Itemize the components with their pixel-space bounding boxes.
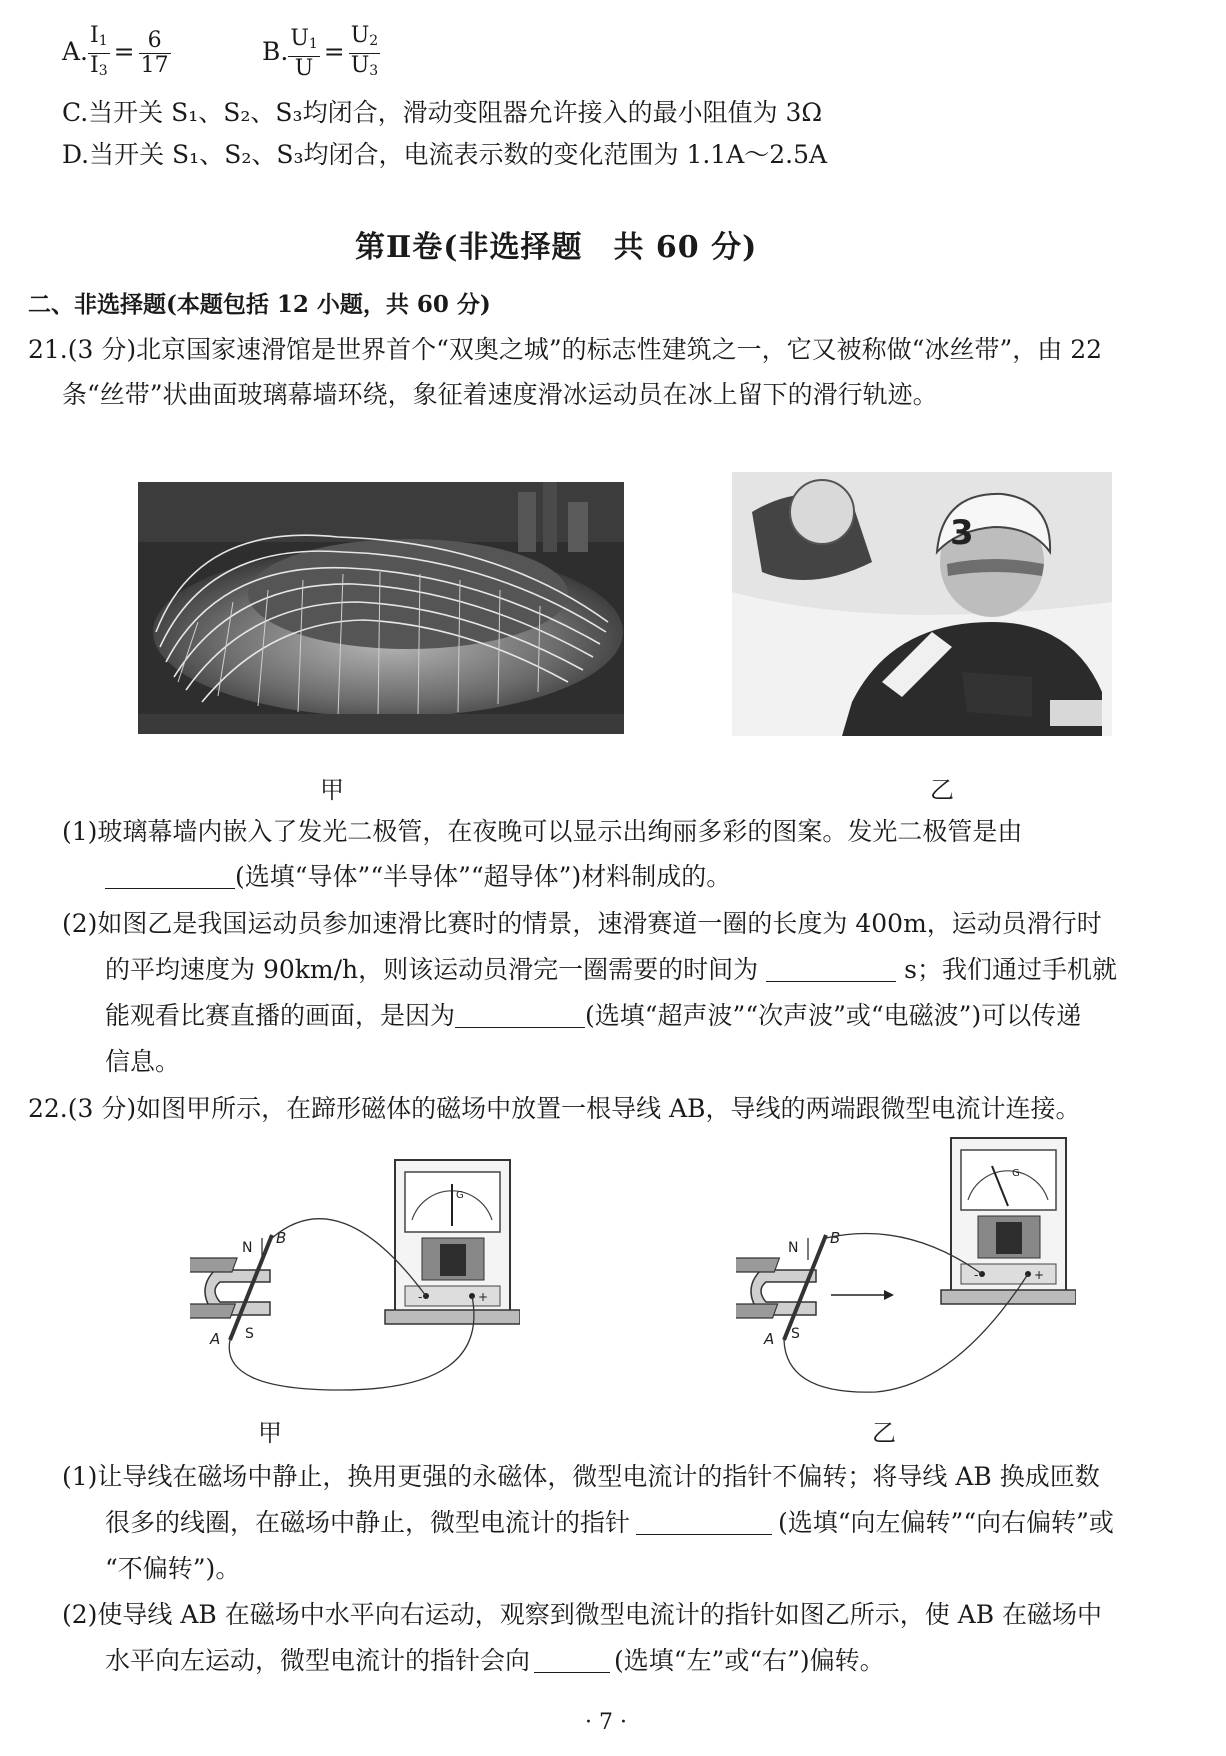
svg-text:-: - [418,1290,423,1304]
section-subtitle: 二、非选择题(本题包括 12 小题，共 60 分) [28,291,491,318]
fraction-u1-u: $\frac{U_1}{U}$ [290,25,318,81]
answer-blank-4[interactable] [636,1508,772,1535]
q22-part2-line1: (2)使导线 AB 在磁场中水平向右运动，观察到微型电流计的指针如图乙所示，使 AB 在磁场中 [62,1600,1103,1629]
q21-part1-line1: (1)玻璃幕墙内嵌入了发光二极管，在夜晚可以显示出绚丽多彩的图案。发光二极管是由 [62,817,1023,846]
svg-text:B: B [830,1229,841,1247]
q21-part2-line4: 信息。 [105,1047,181,1076]
page-number: · 7 · [585,1710,627,1735]
q21-part2-line2: 的平均速度为 90km/h，则该运动员滑完一圈需要的时间为 s；我们通过手机就 [105,955,1117,984]
q22-part1-line2: 很多的线圈，在磁场中静止，微型电流计的指针 (选填“向左偏转”“向右偏转”或 [105,1508,1114,1537]
q21-figure-caption-yi: 乙 [930,776,954,804]
svg-text:S: S [791,1326,800,1342]
fraction-6-17: $\frac{6}{17}$ [140,28,169,78]
svg-text:N: N [788,1240,799,1256]
q22-part2-line2: 水平向左运动，微型电流计的指针会向 (选填“左”或“右”)偏转。 [105,1646,885,1675]
option-b: B. $\frac{U_1}{U}$ = $\frac{U_2}{U_3}$ [262,24,380,83]
electromagnetic-induction-figure-jia [190,1140,520,1410]
fraction-i1-i3: $\frac{I_1}{I_3}$ [90,23,108,79]
helmet-number-icon: 3 [950,513,974,553]
svg-text:G: G [1012,1168,1020,1179]
svg-text:S: S [245,1326,254,1342]
svg-text:N: N [242,1240,253,1256]
option-a: A. $\frac{I_1}{I_3}$ = $\frac{6}{17}$ [62,24,171,83]
svg-text:+: + [478,1290,489,1304]
answer-blank-2[interactable] [766,955,896,982]
fraction-u2-u3: $\frac{U_2}{U_3}$ [350,23,379,79]
option-c: C.当开关 S₁、S₂、S₃均闭合，滑动变阻器允许接入的最小阻值为 3Ω [62,98,823,127]
q21-part2-line1: (2)如图乙是我国运动员参加速滑比赛时的情景，速滑赛道一圈的长度为 400m，运动员滑行时 [62,909,1102,938]
electromagnetic-induction-figure-yi [736,1130,1076,1408]
q21-figure-caption-jia: 甲 [320,776,344,804]
q22-figure-caption-jia: 甲 [258,1419,282,1447]
q22-part1-line3: “不偏转”)。 [105,1554,241,1583]
svg-text:-: - [974,1268,979,1282]
speed-skater-photo [732,472,1112,736]
svg-text:A: A [210,1330,221,1348]
svg-text:G: G [456,1190,464,1201]
q21-stem-line2: 条“丝带”状曲面玻璃幕墙环绕，象征着速度滑冰运动员在冰上留下的滑行轨迹。 [62,380,938,409]
option-d: D.当开关 S₁、S₂、S₃均闭合，电流表示数的变化范围为 1.1A～2.5A [62,140,828,169]
svg-text:+: + [1034,1268,1045,1282]
q22-part1-line1: (1)让导线在磁场中静止，换用更强的永磁体，微型电流计的指针不偏转；将导线 AB 换成匝数 [62,1462,1100,1491]
svg-text:B: B [276,1229,287,1247]
q21-part2-line3: 能观看比赛直播的画面，是因为 (选填“超声波”“次声波”或“电磁波”)可以传递 [105,1001,1082,1030]
q21-stem-line1: 21.(3 分)北京国家速滑馆是世界首个“双奥之城”的标志性建筑之一，它又被称做“冰丝带”，由 22 [28,335,1103,364]
arrow-right-icon [884,1290,894,1300]
answer-blank-3[interactable] [455,1001,585,1028]
speed-skating-stadium-photo [138,482,624,734]
q21-part1-line2: (选填“导体”“半导体”“超导体”)材料制成的。 [105,860,731,894]
section-title: 第Ⅱ卷(非选择题 共 60 分) [355,230,758,265]
q22-figure-caption-yi: 乙 [872,1419,896,1447]
q22-stem: 22.(3 分)如图甲所示，在蹄形磁体的磁场中放置一根导线 AB，导线的两端跟微型电流计连接。 [28,1094,1081,1123]
answer-blank-5[interactable] [534,1646,610,1673]
svg-text:A: A [764,1330,775,1348]
answer-blank-1[interactable] [105,862,235,889]
